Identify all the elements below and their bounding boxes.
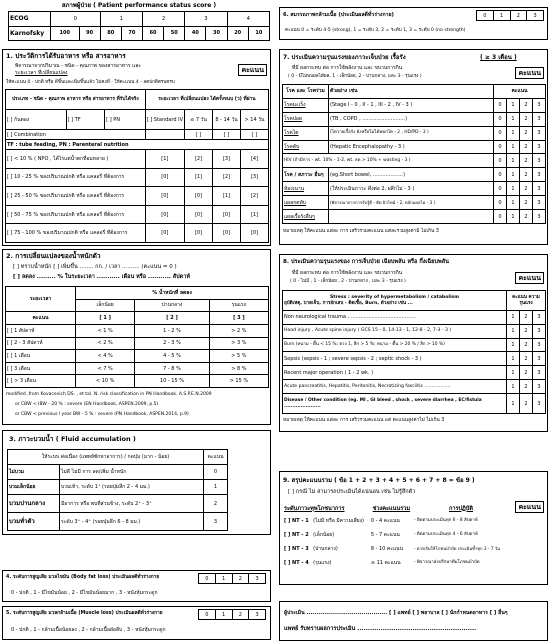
s2-cell: 4 - 5 % (135, 350, 210, 363)
s7-score[interactable]: 3 (533, 112, 546, 126)
s3-score[interactable]: 2 (204, 495, 228, 513)
section-6-score-boxes (476, 10, 544, 21)
s7-score[interactable]: 3 (533, 182, 546, 196)
section-1-score-label[interactable]: คะแนน (238, 64, 267, 76)
s8-score-head: คะแนน ความรุนแรง (507, 291, 546, 311)
s7-score[interactable]: 0 (494, 210, 507, 224)
s8-head-line: Stress : severity of hypermetabolism / catabolism (329, 295, 460, 300)
s2-cell: 2 - 3 % (135, 337, 210, 350)
section-8-acute-illness (279, 254, 548, 432)
section-2-reference: or CBW < previous l year BW - 5 % : severe (PN Handbook, ASPEN.2014, p.9) (15, 412, 189, 417)
s7-score[interactable]: 0 (494, 182, 507, 196)
s8-stress[interactable]: Non neurological trauma , ......................................... (283, 311, 507, 325)
s3-head-score: คะแนน (204, 450, 228, 465)
s4-score[interactable]: 3 (249, 574, 266, 584)
s7-score[interactable]: 0 (494, 112, 507, 126)
ecog-section (8, 2, 270, 41)
s3-level[interactable]: ไม่บวม (8, 465, 60, 480)
s1-sub: ≤ 7 วัน (185, 110, 213, 130)
section-2-reference: modified ,from Kovacevich DS. , et tal. N. risk classification in PN Handbook. A.S.P.E.N.2009 (6, 392, 212, 397)
s2-score-label: คะแนน (6, 312, 76, 325)
section-1-scoring-note: ให้คะแนน 0 - ปกติ หรือ ดีขึ้นและเพิ่มขึ้นแล้ว ไม่คงที่ - ให้คะแนน 4 - ลดปกติครบครบ (6, 80, 175, 85)
s7-disease[interactable]: โรคมะเร็ง (283, 98, 329, 112)
s7-score[interactable]: 2 (520, 182, 533, 196)
s8-score[interactable]: 3 (533, 352, 546, 366)
s7-score[interactable]: 2 (520, 140, 533, 154)
karnofsky-cell[interactable]: 50 (164, 26, 185, 41)
s7-disease[interactable]: แผลเรื้อรังอื่นๆ (283, 210, 329, 224)
s7-score[interactable]: 2 (520, 154, 533, 168)
s2-cell: > 3 % (209, 337, 268, 350)
s6-score[interactable]: 1 (493, 11, 510, 21)
section-6-line: คะแนน 0 = ระดับ 4-5 (strong), 1 = ระดับ 3, 2 = ระดับ 1, 3 = ระดับ 0 (no strength) (285, 28, 466, 33)
s8-score[interactable]: 1 (507, 394, 520, 414)
s1-score[interactable]: [2] (241, 187, 269, 206)
s4-score[interactable]: 2 (232, 574, 249, 584)
s8-score[interactable]: 1 (507, 338, 520, 352)
s8-score[interactable]: 2 (520, 311, 533, 325)
s7-score[interactable]: 3 (533, 140, 546, 154)
s2-period[interactable]: [ ] 2 - 3 สัปดาห์ (6, 337, 76, 350)
s2-cell: > 15 % (209, 375, 268, 388)
s2-score[interactable]: [ 3 ] (209, 312, 268, 325)
section-2-line2[interactable]: [ ] ลดลง ......... % ในระยะเวลา ........... เดือน หรือ ........... สัปดาห์ (13, 274, 190, 280)
s2-col: เล็กน้อย (76, 299, 135, 312)
s7-score[interactable]: 3 (533, 154, 546, 168)
section-1-table (5, 89, 269, 243)
section-7-desc: ( 0 - มีไม่พบผลได้ผล, 1 - เล็กน้อย, 2 - ปานกลาง, และ 3 - รุนแรง ) (288, 74, 422, 79)
section-2-weight-change (2, 249, 271, 425)
s1-score[interactable]: [0] (145, 168, 184, 187)
s2-period[interactable]: [ ] 1 สัปดาห์ (6, 324, 76, 337)
s7-score[interactable]: 0 (494, 154, 507, 168)
section-7-chronic-illness (279, 49, 548, 245)
s7-head: คะแนน (494, 85, 546, 99)
ecog-cell[interactable]: 4 (227, 12, 269, 27)
s9-level-desc: (เล็กน้อย) (313, 532, 335, 538)
s8-score[interactable]: 3 (533, 338, 546, 352)
s7-score[interactable]: 2 (520, 126, 533, 140)
s7-disease[interactable]: ห้องเนาน (283, 182, 329, 196)
section-3-table (7, 449, 228, 531)
s9-range: 8 - 10 คะแนน (370, 546, 404, 552)
s7-example: (Hepatic Encephalopathy - 3 ) (329, 140, 494, 154)
s8-score[interactable]: 3 (533, 366, 546, 380)
s2-cell: < 10 % (76, 375, 135, 388)
section-4-line: 0 - ปกติ , 1 - มีไขมันน้อย , 2 - มีไขมันน้อยมาก , 3 - หนังหุ้มกระดูก (11, 590, 158, 596)
s3-score[interactable]: 1 (204, 480, 228, 495)
s7-example: (ไตวายเรื้อรัง ยังหรือไม่ได้ฟอกไต - 2 , HD/PD - 3 ) (329, 126, 494, 140)
s8-stress[interactable]: Head injury , Acute spine injury ( GCS 15 - 0, 14-13 - 1, 12-8 - 2, 7-3 - 3 ) (283, 324, 507, 338)
s8-score[interactable]: 2 (520, 366, 533, 380)
ecog-cell[interactable]: 3 (185, 12, 227, 27)
s7-score[interactable]: 0 (494, 140, 507, 154)
section-8-score-label[interactable]: คะแนน (515, 272, 544, 284)
s2-cell: 10 - 15 % (135, 375, 210, 388)
s7-disease[interactable]: โรคตับ (283, 140, 329, 154)
section-3-fluid (2, 430, 271, 535)
s1-score[interactable]: [0] (241, 224, 269, 243)
section-7-score-label[interactable]: คะแนน (515, 67, 544, 79)
s7-score[interactable]: 1 (507, 168, 520, 182)
s7-score[interactable]: 2 (520, 168, 533, 182)
s8-score[interactable]: 2 (520, 338, 533, 352)
section-6-muscle-strength (279, 7, 548, 40)
s3-level[interactable]: บวมปานกลาง (8, 495, 60, 513)
section-9-title: 9. สรุปคะแนนรวม ( ข้อ 1 + 2 + 3 + 4 + 5 + 6 + 7 + 8 = ข้อ 9 ) (283, 477, 475, 484)
section-9-table (283, 504, 509, 570)
s2-period[interactable]: [ ] 1 เดือน (6, 350, 76, 363)
s3-head: ให้ระบบ ต่อเนื่อง (แพทย์ซักหาอาการ) / กดบุ๋ม (มาก - น้อย) (8, 450, 204, 465)
s7-example (329, 210, 494, 224)
s1-row-label[interactable]: [ ] 10 - 25 % ของปริมาณปกติ หรือ แคลอรี่ ที่ต้องการ (6, 168, 146, 187)
s7-example: (พิจารณาจากการรับรู้ดี - ติด ผิวไหม้ - 2, หลักแผลไม่ - 3 ) (329, 196, 494, 210)
s7-score[interactable]: 1 (507, 182, 520, 196)
s7-score[interactable]: 1 (507, 196, 520, 210)
s7-score[interactable]: 1 (507, 154, 520, 168)
s9-head: การปฏิบัติ (448, 505, 473, 512)
s9-action: - ติดตามประเมินทุก 6 - 8 สัปดาห์ (413, 518, 478, 524)
s1-score[interactable]: [2] (185, 150, 213, 169)
s1-head-duration: ระยะเวลา ที่เปลี่ยนแปลง ได้ครั้งจนบ (ว) ที่ผ่าน (145, 90, 268, 110)
section-4-fat-loss (2, 570, 271, 602)
s8-score[interactable]: 1 (507, 324, 520, 338)
s1-abbrev: TF : tube feeding, PN : Parenteral nutrition (6, 140, 269, 150)
s2-score[interactable]: [ 1 ] (76, 312, 135, 325)
s7-score[interactable]: 1 (507, 98, 520, 112)
s9-head: ระดับภาวะทุพโภชนาการ (284, 505, 345, 512)
karnofsky-cell[interactable]: 20 (227, 26, 248, 41)
s9-action: - ควรเริ่มให้โภชนบำบัด ประเมินซ้ำทุก 3 - 7 วัน (413, 546, 500, 552)
ecog-cell[interactable]: 1 (100, 12, 142, 27)
s7-score[interactable]: 3 (533, 98, 546, 112)
karnofsky-cell[interactable]: 90 (79, 26, 100, 41)
karnofsky-cell[interactable]: 80 (100, 26, 121, 41)
s8-stress[interactable]: Acute pancreatitis, Hepatitis, Peritonitis, Necrotizing fasciitis .................. (283, 380, 507, 394)
s1-row-label[interactable]: [ ] 25 - 50 % ของปริมาณปกติ หรือ แคลอรี่ ที่ต้องการ (6, 187, 146, 206)
karnofsky-cell[interactable]: 30 (206, 26, 227, 41)
s3-score[interactable]: 0 (204, 465, 228, 480)
s8-head-line: อุบัติเหตุ, บาดเจ็บ, การอักเสบ - ติดเชื้อ, Burn, ตัวอย่าง เช่น ... (284, 300, 413, 306)
s6-score[interactable]: 0 (477, 11, 494, 21)
s8-score[interactable]: 2 (520, 380, 533, 394)
signature-block (279, 601, 548, 641)
s9-action: - ติดตามประเมินทุก 4 - 6 สัปดาห์ (413, 532, 478, 538)
s2-period[interactable]: [ ] 3 เดือน (6, 362, 76, 375)
s8-stress[interactable]: Recent major operation ( 1 - 2 wk. ) (283, 366, 507, 380)
s3-desc: มีอาการ หรือ พบที่ส่วนข้าง, ระดับ 2⁺ - 3⁺ (60, 495, 204, 513)
s1-score[interactable]: [0] (185, 224, 213, 243)
s5-score[interactable]: 1 (215, 610, 232, 620)
s7-score[interactable]: 0 (494, 98, 507, 112)
s8-score[interactable]: 2 (520, 352, 533, 366)
s1-opt[interactable]: [ ] PN (105, 110, 146, 130)
s4-score[interactable]: 0 (199, 574, 216, 584)
s3-score[interactable]: 3 (204, 513, 228, 531)
s5-score[interactable]: 3 (249, 610, 266, 620)
s8-stress[interactable]: Burn (หนาม - ตื้น < 15 %; ตรง 1, ลึก > 5 %; หนาม - ตื้น > 20 % / ลึก > 10 %) (283, 338, 507, 352)
section-7-table (282, 84, 546, 224)
ecog-cell[interactable]: 0 (51, 12, 101, 27)
s7-disease[interactable]: โรคปอด (283, 112, 329, 126)
section-8-title: 8. ประเมินความรุนแรงของ การเจ็บป่วย เฉียบพลัน หรือ กึ่งเฉียบพลัน (283, 259, 449, 265)
s8-score[interactable]: 3 (533, 311, 546, 325)
s3-level[interactable]: บวมทั่วตัว (8, 513, 60, 531)
s9-action: - พิจารณาส่งปรึกษาทีมโภชนบำบัด (413, 560, 480, 566)
ecog-label: ECOG (9, 12, 51, 27)
s3-desc: บวมเท้า, ระดับ 1⁺ (รอยบุ๋มลึก 2 - 4 มม.) (60, 480, 204, 495)
s1-row-label[interactable]: [ ] 75 - 100 % ของปริมาณปกติ หรือ แคลอรี่ ที่ต้องการ (6, 224, 146, 243)
section-9-score-label[interactable]: คะแนน (515, 501, 544, 513)
s7-score[interactable]: 1 (507, 126, 520, 140)
s2-score[interactable]: [ 2 ] (135, 312, 210, 325)
s1-check[interactable]: [ ] (213, 130, 241, 140)
s7-example: (ให้ประเมินภาวะ ดึงต่อ 2, ผลึกไม่ - 3 ) (329, 182, 494, 196)
section-8-desc: ( 0 - ไม่มี , 1 - เล็กน้อย , 2 - ปานกลาง , และ 3 - รุนแรง ) (290, 279, 406, 284)
s9-range: 5 - 7 คะแนน (370, 532, 400, 538)
s9-level[interactable]: [ ] NT - 4 (284, 560, 309, 566)
section-2-line1[interactable]: [ ] ทราบน้ำหนัก [ ] เพิ่มขึ้น ........ กก. / เวลา .......... (คะแนน = 0 ) (13, 264, 177, 270)
s9-level-desc: (ปานกลาง) (313, 546, 338, 552)
s8-score[interactable]: 3 (533, 394, 546, 414)
s5-score[interactable]: 0 (199, 610, 216, 620)
s7-disease[interactable]: โรค / สภาวะ อื่นๆ (283, 168, 329, 182)
s9-level[interactable]: [ ] NT - 1 (284, 518, 309, 524)
section-1-desc: พิจารณาจากปริมาณ - ชนิด - คุณภาพ ของสารอาหาร และ (15, 63, 142, 69)
section-1-title: 1. ประวัติการได้รับอาหาร หรือ สารอาหาร (6, 52, 126, 60)
karnofsky-cell[interactable]: 40 (185, 26, 206, 41)
s1-score[interactable]: [0] (185, 187, 213, 206)
s9-level[interactable]: [ ] NT - 2 (284, 532, 309, 538)
s7-example: (eg.Short bowel, ...................) (329, 168, 494, 182)
s7-score[interactable]: 0 (494, 196, 507, 210)
section-9-summary (279, 471, 548, 585)
s8-stress[interactable]: Disease / Other condition (eg. MI , GI bleed , shock , severe diarrhea , EC/fistula ...................... (283, 394, 507, 414)
section-1-desc: ระยะเวลา ที่เปลี่ยนแปลง (15, 70, 68, 76)
section-7-desc: ที่มี ผลกระทบ ต่อ การใช้พลังงาน และ ขบวนการกิน (292, 65, 403, 71)
section-9-note[interactable]: [ ] กรณี ไม่ สามารถประเมินได้แน่นอน เช่น ไม่รู้สึกตัว (288, 489, 416, 495)
s1-score[interactable]: [1] (185, 168, 213, 187)
s1-opt[interactable]: [ ] Standard IV (145, 110, 184, 130)
s2-cell: < 7 % (76, 362, 135, 375)
s9-level-desc: (ไม่มี หรือ มีความเสี่ยง) (313, 518, 364, 524)
s1-score[interactable]: [2] (213, 168, 241, 187)
s7-score[interactable]: 0 (494, 126, 507, 140)
s3-desc: ไม่ดี ไม่มี การ ลด/เพิ่ม น้ำหนัก (60, 465, 204, 480)
s9-range: 0 - 4 คะแนน (370, 518, 400, 524)
section-6-title: 6. สมรรถภาพกล้ามเนื้อ (ประเมินผลดีทั่วร่างกาย) (283, 12, 394, 18)
s7-example: (TB , COPD , ...........................) (329, 112, 494, 126)
s7-score[interactable]: 2 (520, 112, 533, 126)
section-4-score-boxes (198, 573, 266, 584)
s9-head: ช่วงคะแนนรวม (372, 505, 411, 512)
s1-score[interactable]: [1] (241, 205, 269, 224)
section-3-title: 3. ภาวะบวมน้ำ ( Fluid accumulation ) (9, 435, 136, 443)
s2-head-pct: % น้ำหนักที่ ลดลง (76, 287, 269, 300)
s8-score[interactable]: 2 (520, 324, 533, 338)
s7-score[interactable]: 2 (520, 196, 533, 210)
s1-row-label[interactable]: [ ] 50 - 75 % ของปริมาณปกติ หรือ แคลอรี่ ที่ต้องการ (6, 205, 146, 224)
s1-score[interactable]: [0] (145, 205, 184, 224)
s2-cell: < 4 % (76, 350, 135, 363)
s8-score[interactable]: 1 (507, 352, 520, 366)
s1-score[interactable]: [0] (185, 205, 213, 224)
ecog-cell[interactable]: 2 (142, 12, 184, 27)
s7-head: โรค และ โรคร่วม (283, 85, 329, 99)
s7-example: (Stage I - 0 , II - 1 , III - 2 , IV - 3 ) (329, 98, 494, 112)
section-5-title: 5. ระดับการสูญเสีย มวลกล้ามเนื้อ (Muscle loss) ประเมินผลดีทั่วร่างกาย (6, 611, 163, 616)
s7-score[interactable]: 0 (494, 168, 507, 182)
s1-combination[interactable]: [ ] Combination (6, 130, 146, 140)
section-5-line: 0 - ปกติ , 1 - กล้ามเนื้อน้อยลง , 2 - กล้ามเนื้อฝ่อลีบ , 3 - หนังหุ้มกระดูก (11, 627, 166, 633)
section-8-table (282, 290, 546, 414)
s1-score[interactable]: [0] (213, 205, 241, 224)
s1-opt[interactable]: [ ] ก้นตอง (6, 110, 67, 130)
section-5-score-boxes (198, 609, 266, 620)
s1-score[interactable]: [3] (213, 150, 241, 169)
s2-cell: > 2 % (209, 324, 268, 337)
s1-score[interactable]: [0] (213, 224, 241, 243)
s7-score[interactable]: 3 (533, 126, 546, 140)
section-7-title-duration: ( ≥ 3 เดือน ) (480, 54, 517, 61)
karnofsky-cell[interactable]: 10 (248, 26, 269, 41)
s5-score[interactable]: 2 (232, 610, 249, 620)
s9-level-desc: (รุนแรง) (313, 560, 332, 566)
s2-cell: 7 - 8 % (135, 362, 210, 375)
s1-row-label[interactable]: [ ] < 10 % ( NPO , ได้ไรแต่น้ำตกที่อมหลาย ) (6, 150, 146, 169)
s1-sub: 8 - 14 วัน (213, 110, 241, 130)
s7-disease[interactable]: แผลกดทับ (283, 196, 329, 210)
s8-stress[interactable]: Sepsis (sepsis - 1 ; severe sepsis - 2 ; septic shock - 3 ) (283, 352, 507, 366)
s7-disease[interactable]: HIV (ถ้ามีการ - wt. 10% - 1-2, wt. ลด > 10% + wasting - 3 ) (283, 154, 494, 168)
s2-head-period: ระยะเวลา (6, 287, 76, 312)
s1-score[interactable]: [0] (145, 224, 184, 243)
ecog-table (8, 11, 270, 41)
s1-check[interactable]: [ ] (241, 130, 269, 140)
section-4-title: 4. ระดับการสูญเสีย มวลไขมัน (Body fat loss) ประเมินผลดีทั่วร่างกาย (6, 575, 160, 580)
s9-level[interactable]: [ ] NT - 3 (284, 546, 309, 552)
s8-score[interactable]: 3 (533, 324, 546, 338)
section-7-title: 7. ประเมินความรุนแรงของภาวะเจ็บป่วย เรื้อรัง (283, 54, 406, 61)
karnofsky-cell[interactable]: 100 (51, 26, 80, 41)
section-2-reference: or CBW < IBW - 20 % : severe (EN Handbook, ASPEN.2009, p.5) (15, 402, 159, 407)
karnofsky-label: Karnofsky (9, 26, 51, 41)
s2-cell: > 5 % (209, 350, 268, 363)
section-2-title: 2. การเปลี่ยนแปลงของน้ำหนักตัว (6, 252, 101, 260)
s7-score[interactable]: 2 (520, 210, 533, 224)
s3-level[interactable]: บวมเล็กน้อย (8, 480, 60, 495)
s1-score[interactable]: [1] (213, 187, 241, 206)
s6-score[interactable]: 2 (510, 11, 527, 21)
karnofsky-cell[interactable]: 70 (121, 26, 142, 41)
s1-score[interactable]: [4] (241, 150, 269, 169)
s7-score[interactable]: 1 (507, 210, 520, 224)
karnofsky-cell[interactable]: 60 (142, 26, 163, 41)
s1-score[interactable]: [3] (241, 168, 269, 187)
s6-score[interactable]: 3 (527, 11, 544, 21)
s1-head-type: ประเภท - ชนิด - คุณภาพ อาหาร หรือ สารอาหาร ที่รับได้จริง (6, 90, 146, 110)
s2-cell: < 1 % (76, 324, 135, 337)
s2-col: ปานกลาง (135, 299, 210, 312)
s1-score[interactable]: [1] (145, 150, 184, 169)
s1-sub: > 14 วัน (241, 110, 269, 130)
s8-score[interactable]: 2 (520, 394, 533, 414)
ecog-title: สภาพผู้ป่วย ( Patient performance status score ) (61, 2, 217, 9)
s2-cell: > 8 % (209, 362, 268, 375)
s3-desc: ระดับ 3⁺ - 4⁺ (รอยบุ๋มลึก 6 - 8 มม.) (60, 513, 204, 531)
s8-score[interactable]: 3 (533, 380, 546, 394)
s7-score[interactable]: 3 (533, 168, 546, 182)
s7-head: ตัวอย่าง เช่น (329, 85, 494, 99)
s8-head (283, 291, 507, 311)
s7-score[interactable]: 1 (507, 112, 520, 126)
s2-cell: < 2 % (76, 337, 135, 350)
s9-range: ≥ 11 คะแนน (370, 560, 401, 566)
s2-cell: 1 - 2 % (135, 324, 210, 337)
physician-ack-line[interactable]: แพทย์ รับทราบผลการประเมิน ........................................................ (284, 626, 477, 632)
s2-col: รุนแรง (209, 299, 268, 312)
s8-score[interactable]: 1 (507, 366, 520, 380)
s7-score[interactable]: 2 (520, 98, 533, 112)
s7-score[interactable]: 1 (507, 140, 520, 154)
section-5-muscle-loss (2, 606, 271, 640)
s7-disease[interactable]: โรคไต (283, 126, 329, 140)
section-8-footnote: หมายเหตุ ให้คะแนน แต่ละ การ เสริวรวมคะแนน แต่ คะแนนสูงค่าไม่ ไม่เกิน 3 (283, 418, 445, 423)
section-8-desc: ที่มี ผลกระทบ ต่อ การใช้พลังงาน และ ขบวนการกิน (292, 270, 403, 276)
s8-score[interactable]: 1 (507, 311, 520, 325)
s8-score[interactable]: 1 (507, 380, 520, 394)
section-2-table (5, 286, 269, 388)
s1-check[interactable]: [ ] (185, 130, 213, 140)
section-1-food-history (2, 49, 271, 246)
s4-score[interactable]: 1 (215, 574, 232, 584)
s7-score[interactable]: 3 (533, 196, 546, 210)
section-7-footnote: หมายเหตุ ให้คะแนน แต่ละ การ เสริวรวมคะแนน แต่ละรวมสูงค่ามิ ไม่เกิน 3 (283, 229, 439, 234)
s7-score[interactable]: 3 (533, 210, 546, 224)
s2-period[interactable]: [ ] > 3 เดือน (6, 375, 76, 388)
s1-score[interactable]: [0] (145, 187, 184, 206)
s1-opt[interactable]: [ ] TF (66, 110, 105, 130)
assessor-line[interactable]: ผู้ประเมิน ......................................... [ ] แพทย์ [ ] พยาบาล [ ] นักกำหนดอาหาร [ ] อื่นๆ (284, 610, 508, 616)
